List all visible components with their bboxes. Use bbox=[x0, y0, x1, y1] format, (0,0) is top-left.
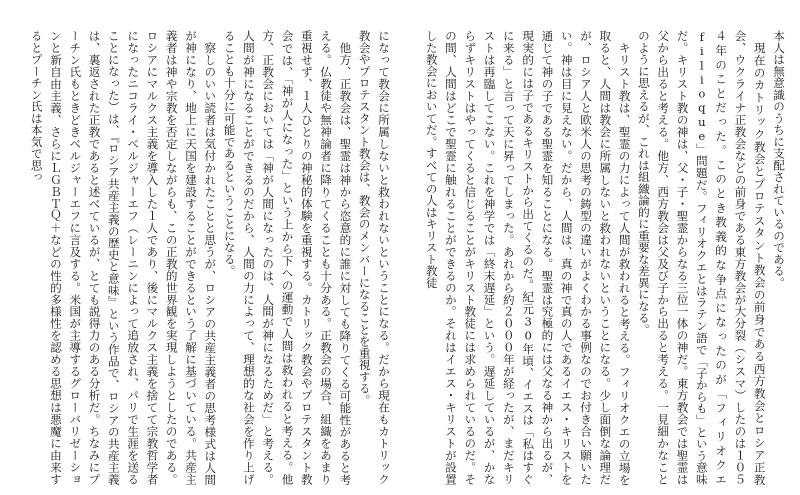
left-paragraph-1: になって教会に所属しないと救われないということになる。だから現在もカトリック教会やプロテスタント教会は、教会のメンバーになることを重視する。 bbox=[357, 30, 391, 485]
left-paragraph-2: 他方、正教会は、聖霊は神から恣意的に誰に対しても降りてくる可能性があると考える。仏教徒や無神論者に降りてくることも十分ある。正教会の場合、組織をあまり重視せず、１人ひとりの神秘的体験を重視する。カトリック教会やプロテスタント教会では、「神が人になった」という上から下への運動で人間は救われると考える。他方、正教会においては「神が人間になったのは、人間が神になるためだ」と考える。人間が神になることができるのだから、人間の力によって、理想的な社会を作り上げることも十分に可能であるということになる。 bbox=[222, 30, 353, 485]
left-page-text bbox=[18, 30, 393, 485]
right-paragraph-3: キリスト教は、聖霊の力によって人間が救われると考える。フィリオクエの立場を取ると、人間は教会に所属しないと救われないということになる。少し面倒な論理だが、ロシア人と欧米人の思考の鋳型の違いがよくわかる事例なのでお付き合い願いたい。神は目に見えない。だから、人間は、真の神で真の人であるイエス・キリストを通じて神の子である聖霊を知ることになる。聖霊は究極的には父なる神から出るが、現実的には子であるキリストから出てくるのだ。紀元30年頃、イエスは「私はすぐに来る」と言って天に昇ってしまった。あれから約２０００年が経ったが、まだキリストは再臨してこない。これを神学では「終末遅延」という。遅延しているが、かならずキリストはやってくると信じることがキリスト教徒には求められているのだ。その間、人間はどこで聖霊に触れることができるのか。それはイエス・キリストが設置した教会においてだ。すべての人はキリスト教徒 bbox=[424, 30, 632, 485]
left-page bbox=[18, 30, 393, 485]
right-paragraph-1: 本人は無意識のうちに支配されているのである。 bbox=[772, 30, 786, 289]
right-page-text bbox=[418, 30, 788, 485]
left-paragraph-3: 察しのいい読者は気付かれたことと思うが、ロシアの共産主義者の思考様式は人間が神になり、地上に天国を建設することができるという了解に基づいている。共産主義者は神や宗教を否定しながらも、この正教的世界観を実現しようとしたのである。ロシアにマルクス主義を導入した１人であり、後にマルクス主義を捨てて宗教哲学者になったニコライ・ベルジャーエフ（レーニンによって追放され、パリで生涯を送ることになった）は、『ロシア共産主義の歴史と意味』という作品で、ロシアの共産主義は、裏返された正教であると述べているが、とても説得力のある分析だ。ちなみにプーチン氏もときどきベルジャーエフに言及する。米国が主導するグローバリゼーションと新自由主義、さらにＬＧＢＴＱ＋などの性的多様性を認める思想は悪魔に由来するとプーチン氏は本気で思っ bbox=[29, 30, 218, 485]
right-paragraph-2: 現在のカトリック教会とプロテスタント教会の前身である西方教会とロシア正教会、ウクライナ正教会などの前身である東方教会が大分裂（シスマ）したのは１０５４年のことだった。このとき教義的な争点になったのが「フィリオクエ filioque」問題だ。フィリオクエとはラテン語で「子からも」という意味だ。キリスト教の神は、父・子・聖霊からなる三位一体の神だ。東方教会では聖霊は父から出ると考える。他方、西方教会は父及び子から出ると考える。一見細かなことのように思えるが、これは組織論的に重要な差異になる。 bbox=[636, 30, 767, 485]
page-gutter bbox=[400, 0, 401, 495]
right-page bbox=[418, 30, 788, 485]
